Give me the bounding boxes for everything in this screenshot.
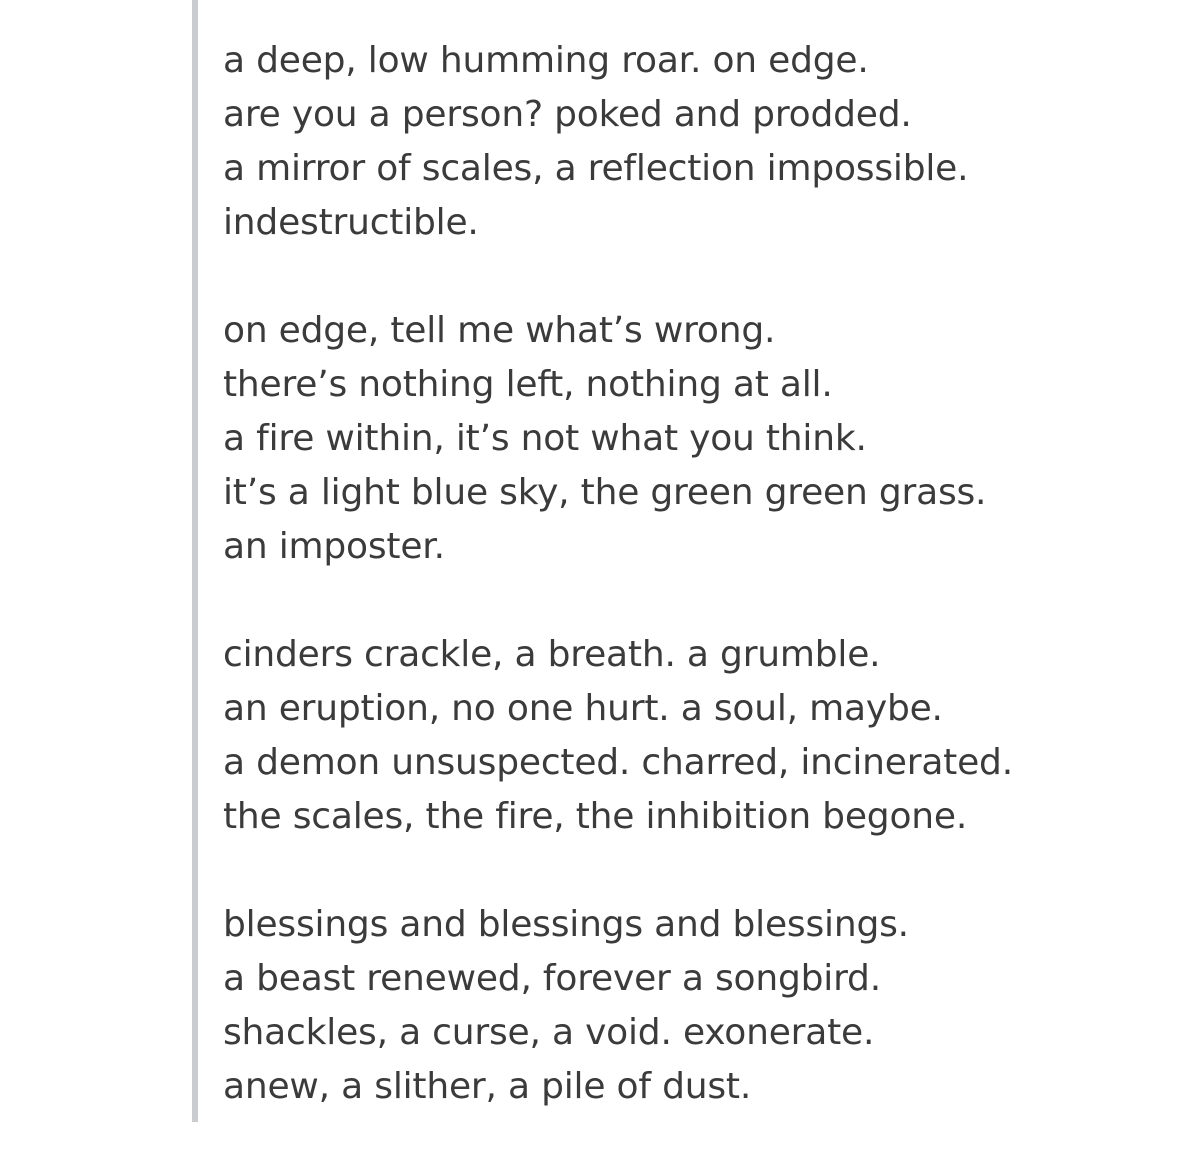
poem-line: on edge, tell me what’s wrong.: [223, 310, 776, 351]
poem-line: anew, a slither, a pile of dust.: [223, 1066, 752, 1107]
poem-line: the scales, the fire, the inhibition begone.: [223, 796, 968, 837]
poem-line: a fire within, it’s not what you think.: [223, 418, 867, 459]
poem-line: indestructible.: [223, 202, 479, 243]
poem-line: shackles, a curse, a void. exonerate.: [223, 1012, 875, 1053]
poem-line: a beast renewed, forever a songbird.: [223, 958, 881, 999]
stanza-4: [223, 898, 1153, 1114]
blockquote-bar: [192, 0, 198, 1122]
poem-line: a demon unsuspected. charred, incinerated.: [223, 742, 1013, 783]
poem-line: there’s nothing left, nothing at all.: [223, 364, 833, 405]
poem-line: blessings and blessings and blessings.: [223, 904, 909, 945]
poem-line: an eruption, no one hurt. a soul, maybe.: [223, 688, 943, 729]
poem-line: it’s a light blue sky, the green green grass.: [223, 472, 987, 513]
poem-line: are you a person? poked and prodded.: [223, 94, 912, 135]
poem-line: an imposter.: [223, 526, 445, 567]
stanza-2: [223, 304, 1153, 574]
poem-line: a mirror of scales, a reflection impossible.: [223, 148, 969, 189]
poem-line: a deep, low humming roar. on edge.: [223, 40, 869, 81]
stanza-1: [223, 34, 1153, 250]
poem-line: cinders crackle, a breath. a grumble.: [223, 634, 881, 675]
poem-blockquote: [223, 34, 1153, 1168]
stanza-3: [223, 628, 1153, 844]
